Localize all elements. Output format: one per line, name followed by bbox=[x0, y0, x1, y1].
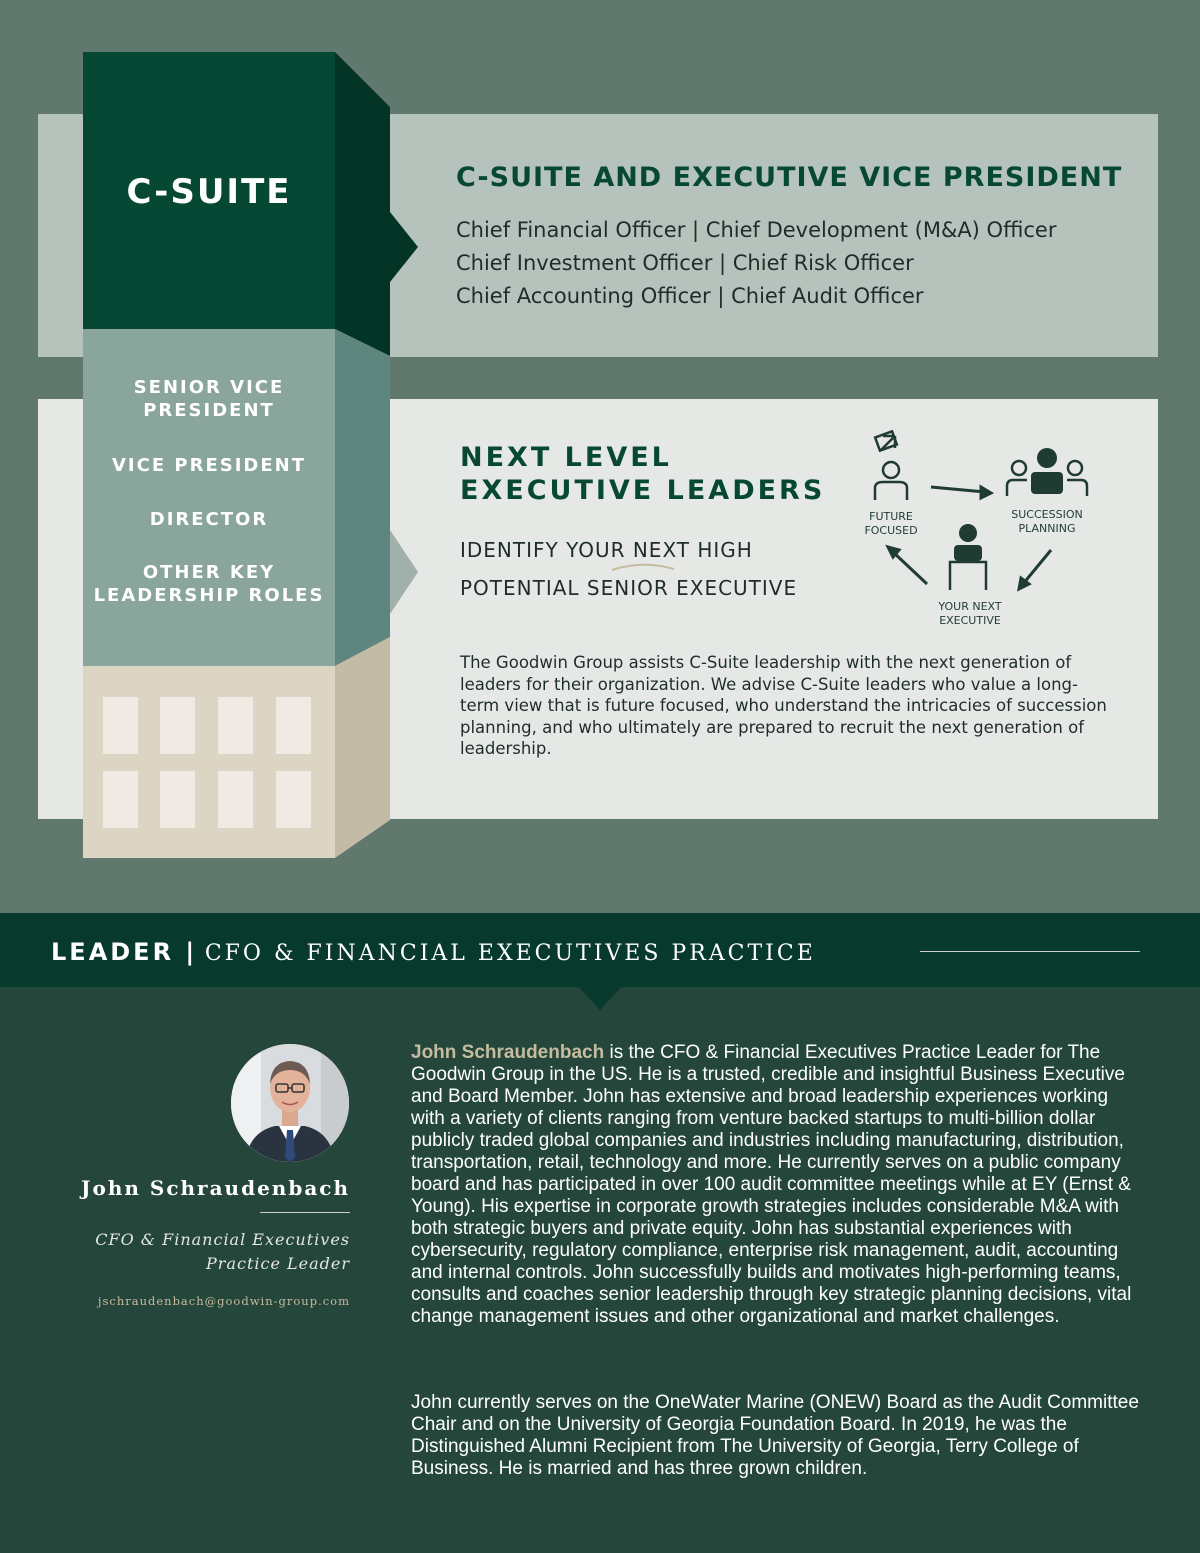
tagline-swoosh bbox=[610, 562, 676, 572]
next-level-title-line1: NEXT LEVEL bbox=[460, 442, 672, 473]
your-next-executive-label: YOUR NEXT EXECUTIVE bbox=[938, 600, 1002, 627]
csuite-pointer-arrow bbox=[390, 212, 418, 282]
leader-banner-title bbox=[51, 938, 816, 966]
future-focused-icon bbox=[875, 431, 907, 500]
bio-paragraph-1-text: is the CFO & Financial Executives Practice Leader for The Goodwin Group in the US. He is a trusted, credible and insightful Business Executive and Board Member. John has extensive and broad leadership experiences working with a variety of clients ranging from venture backed startups to multi-billion dollar publicly traded global companies and industries including manufacturing, distribution, transportation, retail, technology and more. He currently serves on a public company board and has participated in over 100 audit committee meetings while at EY (Ernst & Young). His expertise in corporate growth strategies includes considerable M&A with both strategic buyers and private equity. John has substantial experiences with cybersecurity, regulatory compliance, enterprise risk management, audit, accounting and internal controls. John successfully builds and motivates high-performing teams, consults and coaches senior leadership through key strategic planning decisions, vital change management issues and other organizational and market challenges. bbox=[411, 1042, 1132, 1327]
csuite-label: C-SUITE bbox=[126, 172, 292, 212]
csuite-role-line: Chief Investment Officer | Chief Risk Officer bbox=[456, 251, 914, 275]
csuite-role-line: Chief Accounting Officer | Chief Audit Officer bbox=[456, 284, 924, 308]
level-other-key-roles: OTHER KEY LEADERSHIP ROLES bbox=[93, 562, 325, 606]
bio-paragraph-1 bbox=[411, 1042, 1146, 1328]
person-name: John Schraudenbach bbox=[81, 1176, 350, 1200]
future-focused-label: FUTURE FOCUSED bbox=[864, 510, 918, 537]
tagline-line2: POTENTIAL SENIOR EXECUTIVE bbox=[460, 576, 798, 600]
bio-paragraph-2: John currently serves on the OneWater Marine (ONEW) Board as the Audit Committee Chair and on the University of Georgia Foundation Board. In 2019, he was the Distinguished Alumni Recipient from The University of Georgia, Terry College of Business. He is married and has three grown children. bbox=[411, 1392, 1139, 1479]
banner-pointer-arrow bbox=[578, 986, 622, 1012]
banner-leader-label: LEADER | bbox=[51, 938, 198, 966]
next-level-title-line2: EXECUTIVE LEADERS bbox=[460, 475, 826, 506]
name-divider bbox=[260, 1212, 350, 1213]
level-senior-vice-president: SENIOR VICE PRESIDENT bbox=[133, 377, 285, 421]
building-side-dark bbox=[335, 52, 390, 356]
banner-practice-label: CFO & FINANCIAL EXECUTIVES PRACTICE bbox=[204, 941, 816, 966]
next-level-pointer-arrow bbox=[390, 530, 418, 614]
csuite-title: C-SUITE AND EXECUTIVE VICE PRESIDENT bbox=[456, 162, 1123, 193]
building-side-base bbox=[335, 637, 390, 858]
person-title: CFO & Financial Executives Practice Leader bbox=[95, 1230, 350, 1273]
csuite-role-line: Chief Financial Officer | Chief Development (M&A) Officer bbox=[456, 218, 1057, 242]
level-director: DIRECTOR bbox=[149, 509, 269, 530]
bio-name-highlight: John Schraudenbach bbox=[411, 1042, 605, 1063]
next-level-paragraph: The Goodwin Group assists C-Suite leadership with the next generation of leaders for their organization. We advise C-Suite leaders who value a long-term view that is future focused, who understand the intricacies of succession planning, and who ultimately are prepared to recruit the next generation of leadership. bbox=[460, 653, 1107, 758]
next-level-title bbox=[460, 441, 825, 507]
avatar bbox=[231, 1044, 349, 1162]
person-portrait-icon bbox=[231, 1044, 349, 1162]
your-next-executive-icon bbox=[950, 524, 986, 590]
tagline-line1: IDENTIFY YOUR NEXT HIGH bbox=[460, 538, 753, 562]
building-side-middle bbox=[335, 329, 390, 666]
succession-planning-icon bbox=[1007, 448, 1087, 496]
banner-divider bbox=[920, 951, 1140, 952]
succession-planning-label: SUCCESSION PLANNING bbox=[1011, 508, 1083, 535]
person-email-link[interactable]: jschraudenbach@goodwin-group.com bbox=[97, 1294, 350, 1308]
level-vice-president: VICE PRESIDENT bbox=[112, 455, 306, 476]
